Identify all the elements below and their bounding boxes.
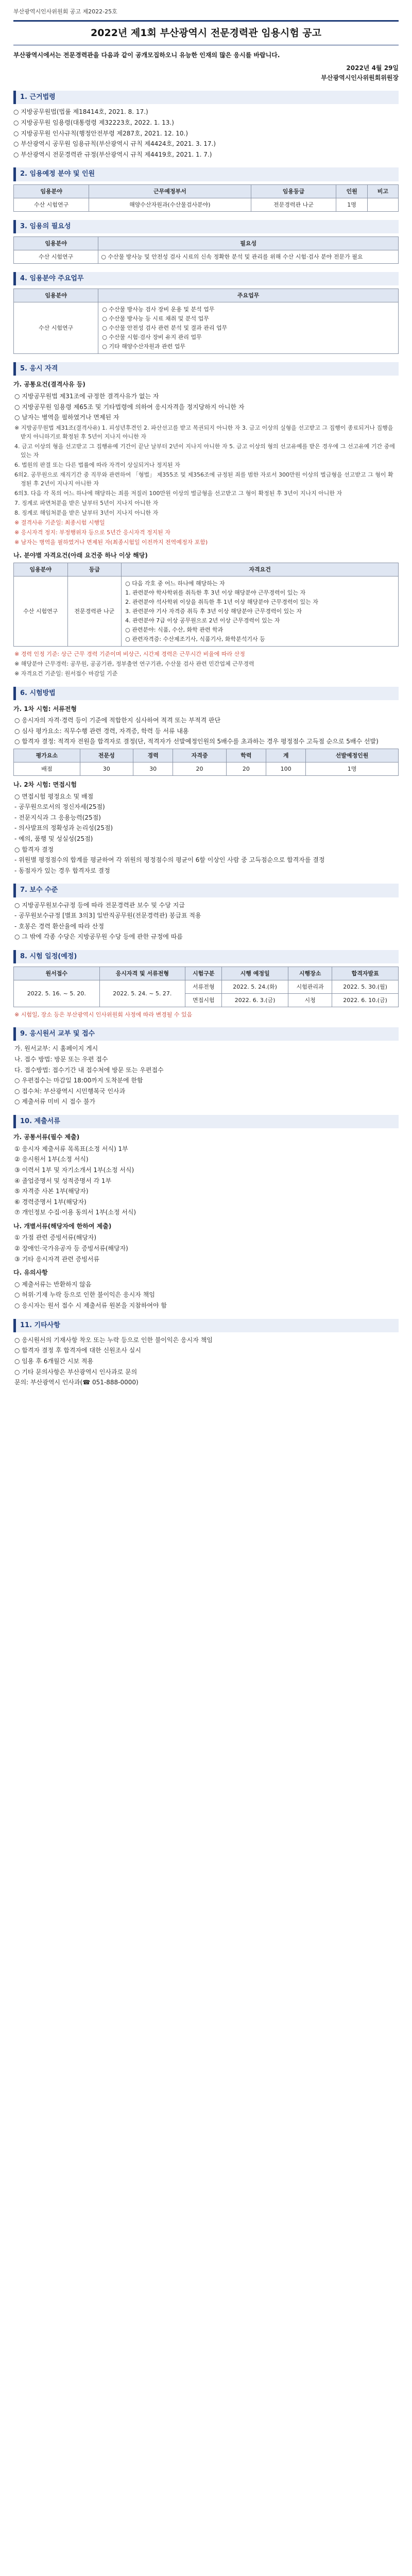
table-cell: ○ 수산물 방사능 및 안전성 검사 시료의 신속 정확한 분석 및 관리를 위해 수산 시험·검사 분야 전문가 필요 <box>98 250 399 263</box>
misc-line: ○ 응시원서의 기재사항 착오 또는 누락 등으로 인한 불이익은 응시자 책임 <box>14 1336 213 1344</box>
section-8-heading: 8. 시험 일정(예정) <box>13 950 399 963</box>
doc-line: ① 응시자 제출서류 목록표(소정 서식) 1부 <box>14 1145 128 1153</box>
law-line: ○ 지방공무원법(법률 제18414호, 2021. 8. 17.) <box>13 108 148 116</box>
doc-line: ② 장애인·국가유공자 등 증빙서류(해당자) <box>14 1245 128 1252</box>
disqual-note: ※ 지방공무원법 제31조(결격사유) 1. 피성년후견인 2. 파산선고를 받고 복권되지 아니한 자 3. 금고 이상의 실형을 선고받고 그 집행이 종료되거나 집행을 받지 아니하기로 확정된 후 5년이 지나지 아니한 자 <box>14 424 393 440</box>
table-header: 합격자발표 <box>332 967 399 980</box>
schedule-table <box>13 967 399 1007</box>
disqual-note: 6의3. 다음 각 목의 어느 하나에 해당하는 죄를 저질러 100만원 이상의 벌금형을 선고받고 그 형이 확정된 후 3년이 지나지 아니한 자 <box>14 490 342 497</box>
criteria-note: ※ 응시자격 정지: 부정행위자 등으로 5년간 응시자격 정지된 자 <box>14 529 170 536</box>
table-cell: 시청 <box>288 994 332 1007</box>
table-header: 시험구분 <box>185 967 222 980</box>
section-6-heading: 6. 시험방법 <box>13 687 399 700</box>
table-cell: 전문경력관 나군 <box>67 577 122 647</box>
table-header: 평가요소 <box>14 749 80 762</box>
table-cell: 전문경력관 나군 <box>251 198 336 211</box>
section-5-heading: 5. 응시 자격 <box>13 362 399 376</box>
application-line: ○ 제출서류 미비 시 접수 불가 <box>14 1098 96 1106</box>
doc-screening-body <box>13 716 399 747</box>
table-header: 학력 <box>226 749 266 762</box>
req-note: ※ 해당분야 근무경력: 공무원, 공공기관, 정부출연 연구기관, 수산물 검사 관련 민간업체 근무경력 <box>14 660 254 668</box>
table-header: 근무예정부서 <box>89 184 251 198</box>
requirement-list <box>122 577 399 647</box>
table-header: 시행 예정일 <box>222 967 288 980</box>
doc-line: ③ 이력서 1부 및 자기소개서 1부(소정 서식) <box>14 1166 134 1174</box>
interview-line: ○ 면접시험 평정요소 및 배점 <box>14 792 94 800</box>
misc-line: ○ 기타 문의사항은 부산광역시 인사과로 문의 <box>14 1368 138 1376</box>
interview-line: ○ 합격자 결정 <box>14 845 54 853</box>
interview-line: - 위원별 평정점수의 합계를 평균하여 각 위원의 평정점수의 평균이 6할 이상인 사람 중 고득점순으로 합격자를 결정 <box>14 856 325 864</box>
table-cell: 30 <box>133 762 173 776</box>
table-cell: 수산 시험연구 <box>14 302 98 354</box>
criteria-note: ※ 결격사유 기준일: 최종시험 시행일 <box>14 519 105 527</box>
field-req-heading: 나. 분야별 자격요건(아래 요건중 하나 이상 해당) <box>13 552 148 560</box>
table-cell: 2022. 5. 24.(화) <box>222 980 288 994</box>
section-10-heading: 10. 제출서류 <box>13 1115 399 1128</box>
table-header: 원서접수 <box>14 967 100 980</box>
table-cell: 1명 <box>336 198 367 211</box>
table-header: 자격증 <box>173 749 226 762</box>
table-cell: 해양수산자원과(수산물검사분야) <box>89 198 251 211</box>
table-row <box>14 198 399 211</box>
criteria-note: ※ 남자는 병역을 필하였거나 면제된 자(최종시험일 이전까지 전역예정자 포함) <box>14 539 208 546</box>
application-line: ○ 접수처: 부산광역시 시민행복국 인사과 <box>14 1087 126 1095</box>
req-line: ○ 지방공무원법 제31조에 규정한 결격사유가 없는 자 <box>14 393 159 400</box>
table-cell: 시험관리과 <box>288 980 332 994</box>
doc-line: ② 응시원서 1부(소정 서식) <box>14 1156 89 1163</box>
disqual-note: 6의2. 공무원으로 재직기간 중 직무와 관련하여 「형법」 제355조 및 제356조에 규정된 죄를 범한 자로서 300만원 이상의 벌금형을 선고받고 그 형이 확정된 후 2년이 지나지 아니한 자 <box>14 471 393 487</box>
requirements-notes <box>13 650 399 678</box>
table-header: 임용등급 <box>251 184 336 198</box>
duty-item: ○ 수산물 시험·검사 장비 유지 관리 업무 <box>102 334 202 341</box>
table-row <box>14 577 399 647</box>
table-cell: 2022. 5. 30.(월) <box>332 980 399 994</box>
doc-line: ⑥ 경력증명서 1부(해당자) <box>14 1198 87 1206</box>
law-line: ○ 지방공무원 임용령(대통령령 제32223호, 2022. 1. 13.) <box>13 119 174 126</box>
table-header: 선발예정인원 <box>306 749 399 762</box>
method-line: ○ 심사 평가요소: 직무수행 관련 경력, 자격증, 학력 등 서류 내용 <box>14 727 189 735</box>
table-cell: 서류전형 <box>185 980 222 994</box>
common-docs-body <box>13 1144 399 1217</box>
duty-list <box>98 302 399 354</box>
notice-number: 부산광역시인사위원회 공고 제2022-25호 <box>13 8 117 15</box>
schedule-note: ※ 시험일, 장소 등은 부산광역시 인사위원회 사정에 따라 변경될 수 있음 <box>14 1011 193 1019</box>
table-cell: 2022. 6. 3.(금) <box>222 994 288 1007</box>
requirement-item: ○ 관련자격증: 수산제조기사, 식품기사, 화학분석기사 등 <box>125 636 265 643</box>
table-header: 자격요건 <box>122 563 399 576</box>
application-body <box>13 1044 399 1107</box>
notice-date: 2022년 4월 29일 <box>346 64 399 72</box>
interview-line: - 동점자가 있는 경우 합격자로 결정 <box>14 867 110 874</box>
section-1-heading: 1. 근거법령 <box>13 91 399 104</box>
salary-line: ○ 그 밖에 각종 수당은 지방공무원 수당 등에 관한 규정에 따름 <box>14 933 183 941</box>
req-note: ※ 자격요건 기준일: 원서접수 마감일 기준 <box>14 670 118 677</box>
table-header: 계 <box>266 749 306 762</box>
table-header: 임용분야 <box>14 236 98 250</box>
table-cell: 면접시험 <box>185 994 222 1007</box>
caution-line: ○ 허위·기재 누락 등으로 인한 불이익은 응시자 책임 <box>14 1291 155 1299</box>
table-row <box>14 250 399 263</box>
duty-item: ○ 수산물 방사능 검사 장비 운용 및 분석 업무 <box>102 306 215 313</box>
table-header: 등급 <box>67 563 122 576</box>
law-line: ○ 부산광역시 공무원 임용규칙(부산광역시 규칙 제4424호, 2021. 3. 17.) <box>13 140 216 148</box>
necessity-table <box>13 236 399 264</box>
caution-heading: 다. 유의사항 <box>13 1269 48 1277</box>
section-1-body <box>13 107 399 159</box>
contact-line: 문의: 부산광역시 인사과(☎ 051-888-0000) <box>14 1379 139 1386</box>
duty-item: ○ 수산물 안전성 검사 관련 분석 및 결과 관리 업무 <box>102 325 228 332</box>
misc-line: ○ 합격자 결정 후 합격자에 대한 신원조사 실시 <box>14 1347 141 1354</box>
requirement-item: 4. 관련분야 7급 이상 공무원으로 2년 이상 근무경력이 있는 자 <box>125 617 280 624</box>
salary-line: ○ 지방공무원보수규정 등에 따라 전문경력관 보수 및 수당 지급 <box>14 901 185 909</box>
issuing-org: 부산광역시인사위원회위원장 <box>321 74 399 81</box>
section-7-heading: 7. 보수 수준 <box>13 884 399 897</box>
table-header: 경력 <box>133 749 173 762</box>
disqual-note: 7. 징계로 파면처분을 받은 날부터 5년이 지나지 아니한 자 <box>14 500 159 507</box>
positions-table <box>13 184 399 212</box>
table-cell: 20 <box>173 762 226 776</box>
table-header: 주요업무 <box>98 289 399 302</box>
requirement-item: 1. 관련분야 학사학위를 취득한 후 3년 이상 해당분야 근무경력이 있는 자 <box>125 589 306 597</box>
req-line: ○ 지방공무원 임용령 제65조 및 기타법령에 의하여 응시자격을 정지당하지 아니한 자 <box>14 403 245 411</box>
section-4-heading: 4. 임용분야 주요업무 <box>13 272 399 285</box>
table-cell: 1명 <box>306 762 399 776</box>
table-cell: 20 <box>226 762 266 776</box>
doc-screening-heading: 가. 1차 시험: 서류전형 <box>13 705 77 713</box>
req-line: ○ 남자는 병역을 필하였거나 면제된 자 <box>14 414 119 421</box>
table-cell: 2022. 6. 10.(금) <box>332 994 399 1007</box>
salary-body <box>13 901 399 942</box>
law-line: ○ 지방공무원 인사규칙(행정안전부령 제287호, 2021. 12. 10.) <box>13 129 188 137</box>
table-cell: 2022. 5. 16. ~ 5. 20. <box>14 980 100 1007</box>
interview-line: - 예의, 품행 및 성실성(25점) <box>14 835 93 843</box>
table-cell: 2022. 5. 24. ~ 5. 27. <box>99 980 185 1007</box>
section-3-heading: 3. 임용의 필요성 <box>13 220 399 233</box>
caution-line: ○ 제출서류는 반환하지 않음 <box>14 1280 92 1288</box>
interview-line: - 의사발표의 정확성과 논리성(25점) <box>14 824 113 832</box>
table-row <box>14 302 399 354</box>
section-2-heading: 2. 임용예정 분야 및 인원 <box>13 167 399 181</box>
salary-line: - 호봉은 경력 환산율에 따라 산정 <box>14 922 105 930</box>
table-cell: 30 <box>80 762 133 776</box>
requirements-table <box>13 563 399 647</box>
table-cell: 100 <box>266 762 306 776</box>
table-header: 임용분야 <box>14 563 68 576</box>
table-header: 임용분야 <box>14 289 98 302</box>
disqual-note: 8. 징계로 해임처분을 받은 날부터 3년이 지나지 아니한 자 <box>14 510 159 517</box>
misc-body <box>13 1335 399 1387</box>
section-9-heading: 9. 응시원서 교부 및 접수 <box>13 1027 399 1041</box>
doc-line: ⑤ 자격증 사본 1부(해당자) <box>14 1188 89 1195</box>
method-line: ○ 응시자의 자격·경력 등이 기준에 적합한지 심사하여 적격 또는 부적격 판단 <box>14 717 221 724</box>
req-note: ※ 경력 인정 기준: 상근 근무 경력 기준이며 비상근, 시간제 경력은 근무시간 비율에 따라 산정 <box>14 651 245 658</box>
salary-line: - 공무원보수규정 [별표 3의3] 일반직공무원(전문경력관) 봉급표 적용 <box>14 912 201 920</box>
table-row <box>14 762 399 776</box>
table-cell: 배점 <box>14 762 80 776</box>
disqual-note: 4. 금고 이상의 형을 선고받고 그 집행유예 기간이 끝난 날부터 2년이 지나지 아니한 자 5. 금고 이상의 형의 선고유예를 받은 경우에 그 선고유예 기간 중에 있는 자 <box>14 443 395 459</box>
misc-line: ○ 임용 후 6개월간 시보 적용 <box>14 1357 94 1365</box>
doc-line: ⑦ 개인정보 수집·이용 동의서 1부(소정 서식) <box>14 1209 136 1216</box>
title-bar <box>13 20 399 45</box>
application-line: 나. 접수 방법: 방문 또는 우편 접수 <box>14 1056 108 1063</box>
law-line: ○ 부산광역시 전문경력관 규정(부산광역시 규칙 제4419호, 2021. 1. 7.) <box>13 150 212 158</box>
page-title: 2022년 제1회 부산광역시 전문경력관 임용시험 공고 <box>91 27 321 39</box>
interview-body <box>13 792 399 876</box>
interview-line: - 공무원으로서의 정신자세(25점) <box>14 803 105 811</box>
application-line: 다. 접수방법: 접수기간 내 접수처에 방문 또는 우편접수 <box>14 1066 164 1074</box>
duties-table <box>13 289 399 354</box>
table-row <box>14 980 399 994</box>
common-docs-heading: 가. 공통서류(필수 제출) <box>13 1133 80 1141</box>
table-header: 임용분야 <box>14 184 89 198</box>
table-cell: 수산 시험연구 <box>14 198 89 211</box>
section-11-heading: 11. 기타사항 <box>13 1319 399 1332</box>
caution-line: ○ 응시자는 원서 접수 시 제출서류 원본을 지참하여야 함 <box>14 1302 167 1310</box>
application-line: ○ 우편접수는 마감일 18:00까지 도착분에 한함 <box>14 1077 143 1084</box>
table-header: 응시자격 및 서류전형 <box>99 967 185 980</box>
application-line: 가. 원서교부: 시 홈페이지 게시 <box>14 1045 98 1053</box>
table-cell: 수산 시험연구 <box>14 577 68 647</box>
table-header: 인원 <box>336 184 367 198</box>
caution-body <box>13 1280 399 1311</box>
method-line: ○ 합격자 결정: 적격자 전원을 합격자로 결정(단, 적격자가 선발예정인원의 5배수를 초과하는 경우 평정점수 고득점 순으로 5배수 선발) <box>14 738 379 745</box>
interview-heading: 나. 2차 시험: 면접시험 <box>13 781 77 789</box>
intro-text: 부산광역시에서는 전문경력관을 다음과 같이 공개모집하오니 유능한 인재의 많은 응시를 바랍니다. <box>13 52 280 59</box>
individual-docs-body <box>13 1233 399 1264</box>
common-req-body <box>13 392 399 547</box>
scoring-table <box>13 749 399 776</box>
table-header: 필요성 <box>98 236 399 250</box>
individual-docs-heading: 나. 개별서류(해당자에 한하여 제출) <box>13 1222 112 1230</box>
doc-line: ① 가점 관련 증빙서류(해당자) <box>14 1234 97 1242</box>
table-cell: 수산 시험연구 <box>14 250 98 263</box>
table-header: 전문성 <box>80 749 133 762</box>
requirement-item: 3. 관련분야 기사 자격증 취득 후 3년 이상 해당분야 근무경력이 있는 자 <box>125 608 302 615</box>
duty-item: ○ 기타 해양수산자원과 관련 업무 <box>102 343 186 350</box>
doc-line: ③ 기타 응시자격 관련 증빙서류 <box>14 1255 100 1263</box>
requirement-item: ○ 관련분야: 식품, 수산, 화학 관련 학과 <box>125 626 224 634</box>
disqual-note: 6. 법원의 판결 또는 다른 법률에 따라 자격이 상실되거나 정지된 자 <box>14 461 180 468</box>
doc-line: ④ 졸업증명서 및 성적증명서 각 1부 <box>14 1177 112 1184</box>
common-req-heading: 가. 공통요건(결격사유 등) <box>13 381 85 388</box>
duty-item: ○ 수산물 방사능 등 시료 채취 및 분석 업무 <box>102 315 209 323</box>
table-cell <box>367 198 398 211</box>
interview-line: - 전문지식과 그 응용능력(25점) <box>14 814 101 821</box>
requirement-item: ○ 다음 각호 중 어느 하나에 해당하는 자 <box>125 580 225 587</box>
table-header: 시행장소 <box>288 967 332 980</box>
table-header: 비고 <box>367 184 398 198</box>
requirement-item: 2. 관련분야 석사학위 이상을 취득한 후 1년 이상 해당분야 근무경력이 있는 자 <box>125 599 318 606</box>
